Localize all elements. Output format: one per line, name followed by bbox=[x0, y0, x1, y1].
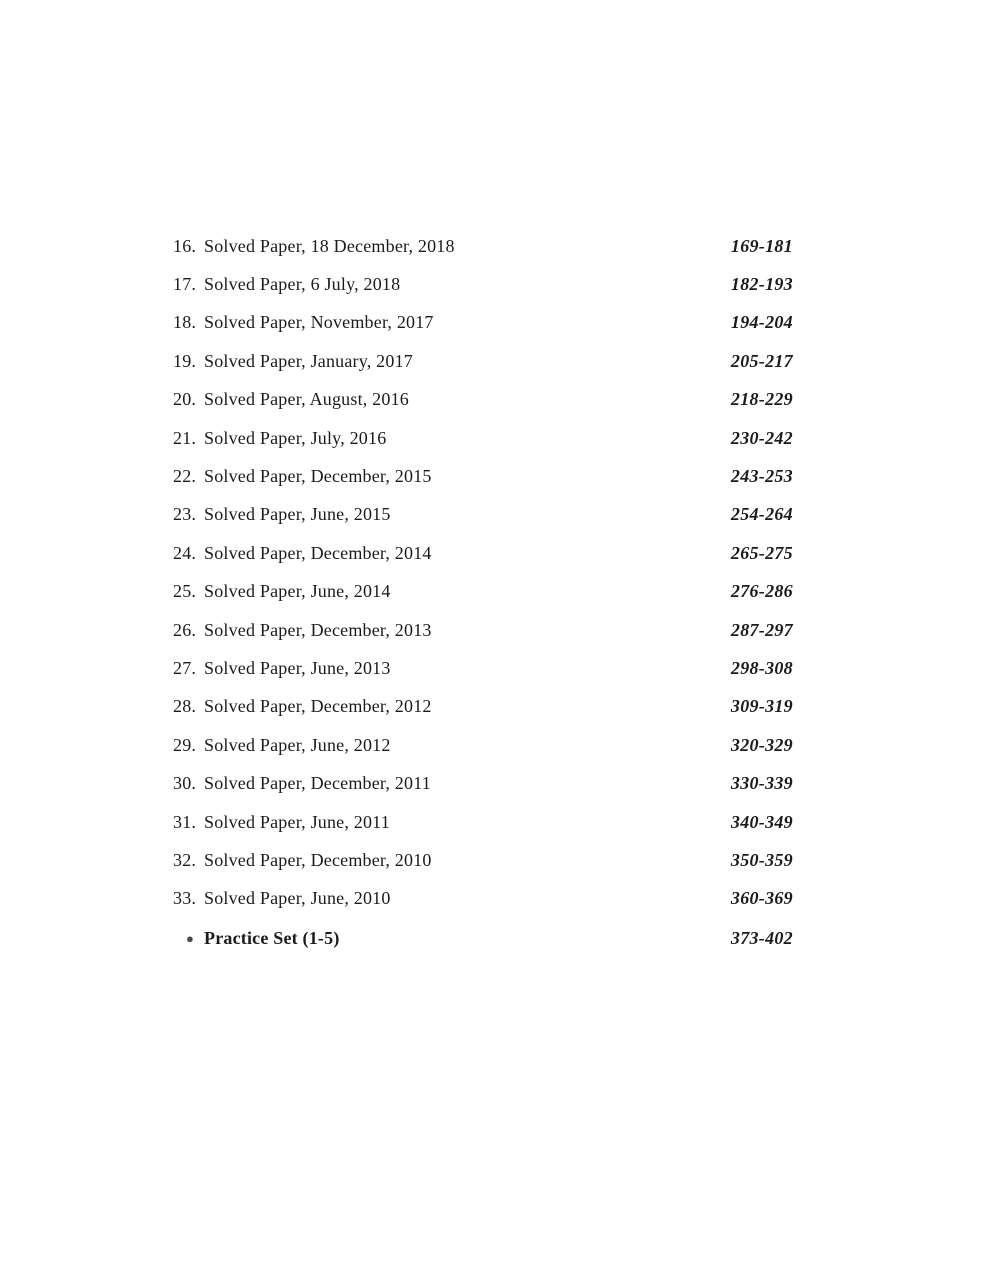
entry-title: Solved Paper, December, 2013 bbox=[204, 619, 432, 640]
entry-number: 20. bbox=[173, 389, 197, 410]
entry-title: Solved Paper, June, 2011 bbox=[204, 811, 390, 832]
entry-title: Solved Paper, June, 2013 bbox=[204, 657, 391, 678]
entry-pages: 230-242 bbox=[730, 427, 793, 448]
entry-title: Solved Paper, December, 2010 bbox=[204, 849, 432, 870]
entry-pages: 287-297 bbox=[730, 619, 793, 640]
entry-pages: 360-369 bbox=[730, 888, 793, 909]
entry-number: 28. bbox=[173, 696, 197, 717]
entry-number: 33. bbox=[173, 888, 197, 909]
entry-number: 23. bbox=[173, 504, 197, 525]
entry-pages: 276-286 bbox=[730, 581, 793, 602]
entry-pages: 265-275 bbox=[730, 542, 793, 563]
entry-number: 26. bbox=[173, 619, 197, 640]
entry-title: Practice Set (1-5) bbox=[204, 927, 340, 948]
entry-number: 29. bbox=[173, 734, 197, 755]
toc-entry bbox=[173, 342, 793, 380]
toc-entry bbox=[173, 880, 793, 918]
entry-number: 17. bbox=[173, 274, 197, 295]
entry-number: 16. bbox=[173, 235, 197, 256]
toc-entry bbox=[173, 419, 793, 457]
entry-title: Solved Paper, December, 2014 bbox=[204, 542, 432, 563]
entry-pages: 254-264 bbox=[730, 504, 793, 525]
toc-entry bbox=[173, 534, 793, 572]
entry-title: Solved Paper, December, 2012 bbox=[204, 696, 432, 717]
toc-entry bbox=[173, 457, 793, 495]
entry-title: Solved Paper, 18 December, 2018 bbox=[204, 235, 455, 256]
entry-title: Solved Paper, August, 2016 bbox=[204, 389, 409, 410]
entry-number: 27. bbox=[173, 657, 197, 678]
entry-number: 24. bbox=[173, 542, 197, 563]
entry-title: Solved Paper, December, 2011 bbox=[204, 773, 431, 794]
toc-entry bbox=[173, 573, 793, 611]
entry-title: Solved Paper, July, 2016 bbox=[204, 427, 387, 448]
entry-title: Solved Paper, 6 July, 2018 bbox=[204, 274, 401, 295]
entry-pages: 320-329 bbox=[730, 734, 793, 755]
toc-entry bbox=[173, 726, 793, 764]
entry-pages: 373-402 bbox=[730, 927, 793, 948]
toc-entry bbox=[173, 227, 793, 265]
entry-title: Solved Paper, June, 2012 bbox=[204, 734, 391, 755]
toc-entry bbox=[173, 649, 793, 687]
entry-pages: 205-217 bbox=[730, 350, 793, 371]
toc-entry bbox=[173, 496, 793, 534]
entry-title: Solved Paper, December, 2015 bbox=[204, 466, 432, 487]
entry-number: 21. bbox=[173, 427, 197, 448]
entry-title: Solved Paper, June, 2014 bbox=[204, 581, 391, 602]
toc-entry bbox=[173, 304, 793, 342]
entry-title: Solved Paper, January, 2017 bbox=[204, 350, 413, 371]
toc-entry bbox=[173, 688, 793, 726]
entry-pages: 309-319 bbox=[730, 696, 793, 717]
entry-pages: 330-339 bbox=[730, 773, 793, 794]
entry-title: Solved Paper, November, 2017 bbox=[204, 312, 434, 333]
entry-pages: 243-253 bbox=[730, 466, 793, 487]
entry-title: Solved Paper, June, 2010 bbox=[204, 888, 391, 909]
entry-number: 18. bbox=[173, 312, 197, 333]
entry-pages: 194-204 bbox=[730, 312, 793, 333]
entry-pages: 169-181 bbox=[730, 235, 793, 256]
toc-entry bbox=[173, 764, 793, 802]
entry-pages: 182-193 bbox=[730, 274, 793, 295]
toc-entry bbox=[173, 381, 793, 419]
bullet-icon: ● bbox=[186, 930, 194, 946]
toc-entry bbox=[173, 803, 793, 841]
entry-number: 19. bbox=[173, 350, 197, 371]
toc-entry bbox=[173, 611, 793, 649]
toc-list bbox=[173, 227, 793, 957]
entry-number: 30. bbox=[173, 773, 197, 794]
entry-pages: 218-229 bbox=[730, 389, 793, 410]
entry-number: 32. bbox=[173, 849, 197, 870]
entry-pages: 298-308 bbox=[730, 657, 793, 678]
toc-entry bbox=[173, 265, 793, 303]
toc-entry-practice-set bbox=[173, 919, 793, 957]
entry-number: 25. bbox=[173, 581, 197, 602]
entry-title: Solved Paper, June, 2015 bbox=[204, 504, 391, 525]
entry-pages: 350-359 bbox=[730, 849, 793, 870]
entry-pages: 340-349 bbox=[730, 811, 793, 832]
entry-number: 22. bbox=[173, 466, 197, 487]
toc-entry bbox=[173, 841, 793, 879]
entry-number: 31. bbox=[173, 811, 197, 832]
